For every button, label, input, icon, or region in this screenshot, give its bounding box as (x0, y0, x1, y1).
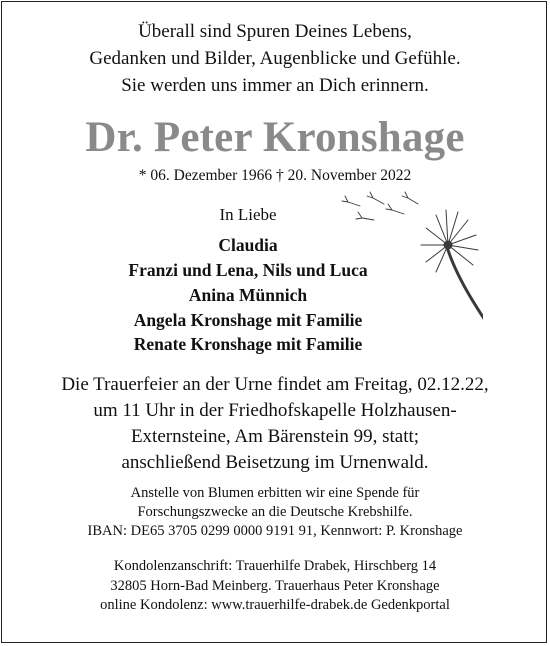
in-liebe-label: In Liebe (219, 205, 277, 224)
family-member: Renate Kronshage mit Familie (133, 334, 363, 354)
life-dates: * 06. Dezember 1966 † 20. November 2022 (138, 167, 412, 184)
condolence-line: 32805 Horn-Bad Meinberg. Trauerhaus Peter Kronshage (110, 578, 440, 594)
deceased-name: Dr. Peter Kronshage (85, 114, 465, 161)
service-line: Externsteine, Am Bärenstein 99, statt; (130, 426, 420, 447)
donation-line: Anstelle von Blumen erbitten wir eine Spende für (130, 485, 420, 501)
dandelion-icon (318, 190, 483, 340)
family-member: Claudia (218, 235, 278, 255)
poem-line: Gedanken und Bilder, Augenblicke und Gefühle. (89, 48, 461, 69)
condolence-line: online Kondolenz: www.trauerhilfe-drabek.de Gedenkportal (100, 597, 450, 613)
service-line: Die Trauerfeier an der Urne findet am Freitag, 02.12.22, (61, 374, 489, 395)
family-member: Anina Münnich (188, 285, 308, 305)
donation-line: IBAN: DE65 3705 0299 0000 9191 91, Kennwort: P. Kronshage (87, 523, 463, 539)
poem-line: Sie werden uns immer an Dich erinnern. (121, 75, 429, 96)
poem-line: Überall sind Spuren Deines Lebens, (138, 21, 412, 42)
family-member: Franzi und Lena, Nils und Luca (128, 260, 368, 280)
family-member: Angela Kronshage mit Familie (133, 310, 363, 330)
condolence-line: Kondolenzanschrift: Trauerhilfe Drabek, Hirschberg 14 (113, 558, 437, 574)
service-line: anschließend Beisetzung im Urnenwald. (121, 452, 429, 473)
donation-line: Forschungszwecke an die Deutsche Krebshilfe. (137, 504, 413, 520)
service-line: um 11 Uhr in der Friedhofskapelle Holzhausen- (93, 400, 457, 421)
